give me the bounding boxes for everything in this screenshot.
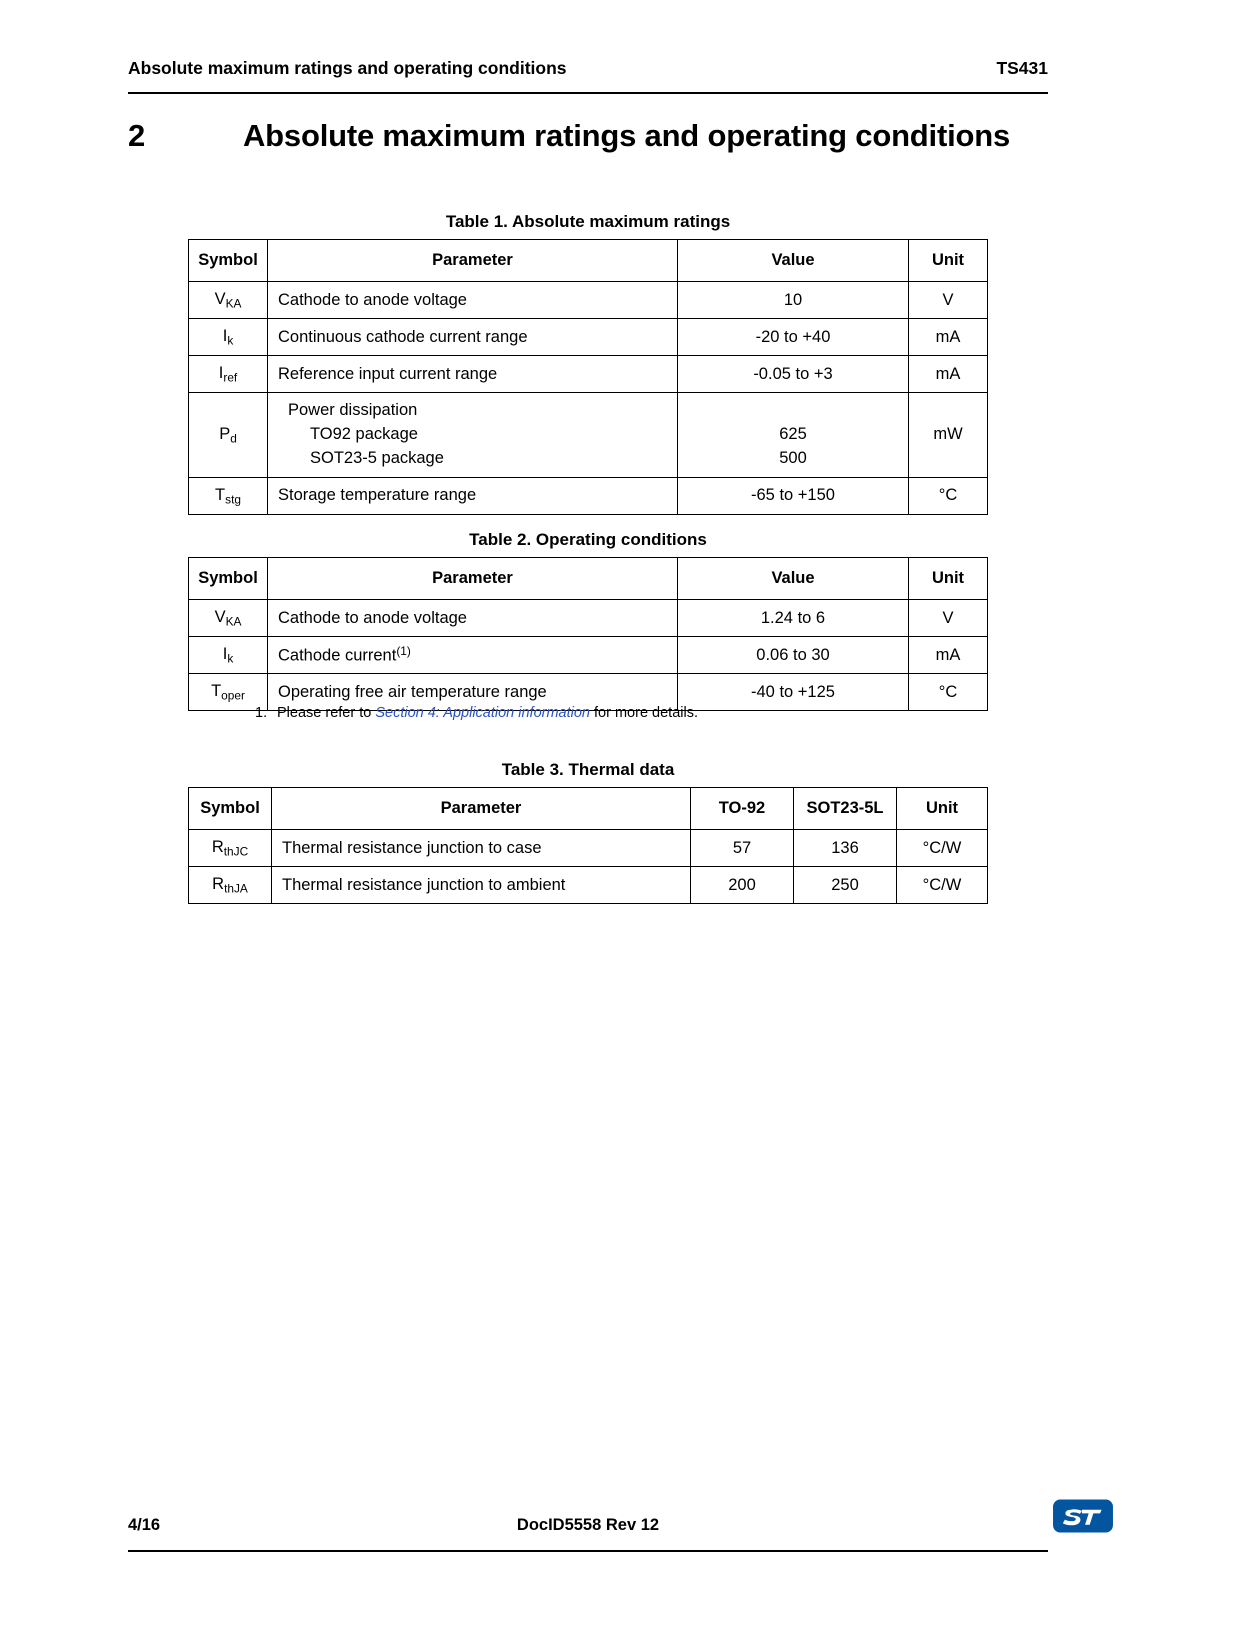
cell-unit: °C/W	[897, 867, 988, 904]
cell-unit: mA	[909, 319, 988, 356]
parameter-title: Power dissipation	[288, 401, 418, 420]
parameter-multiline	[278, 393, 677, 477]
cell-unit: V	[909, 600, 988, 637]
cell-value: -40 to +125	[678, 674, 909, 711]
table-1-block	[128, 212, 1048, 515]
cell-symbol	[189, 319, 268, 356]
parameter-subline: SOT23-5 package	[310, 448, 444, 467]
cell-unit: mA	[909, 356, 988, 393]
cell-to92: 200	[691, 867, 794, 904]
symbol-subscript: KA	[225, 614, 242, 629]
symbol-base: T	[211, 681, 222, 700]
symbol-base: R	[212, 874, 225, 893]
symbol-base: V	[214, 289, 226, 308]
symbol-subscript: stg	[225, 492, 241, 506]
chapter-number: 2	[128, 118, 146, 153]
cell-symbol	[189, 637, 268, 674]
cell-parameter: Thermal resistance junction to case	[272, 830, 691, 867]
page-title	[128, 118, 1048, 154]
cell-value: -20 to +40	[678, 319, 909, 356]
symbol-subscript: KA	[225, 296, 242, 311]
value-multiline	[678, 393, 908, 477]
cell-symbol	[189, 477, 268, 514]
footnote-number: 1.	[255, 705, 268, 721]
table-row	[189, 600, 988, 637]
table-row	[189, 319, 988, 356]
table-row	[189, 393, 988, 478]
symbol-subscript: k	[227, 651, 234, 666]
column-header-parameter: Parameter	[268, 558, 678, 600]
cell-parameter: Cathode to anode voltage	[268, 600, 678, 637]
symbol-base: P	[219, 424, 231, 443]
table-row	[189, 282, 988, 319]
cell-value	[678, 393, 909, 478]
chapter-title: Absolute maximum ratings and operating conditions	[243, 118, 1011, 153]
cell-symbol	[189, 356, 268, 393]
symbol-subscript: thJA	[224, 881, 248, 896]
cell-symbol	[189, 830, 272, 867]
symbol-subscript: k	[227, 333, 234, 348]
column-header-symbol: Symbol	[189, 240, 268, 282]
symbol-subscript: oper	[221, 688, 245, 703]
cell-value: 0.06 to 30	[678, 637, 909, 674]
cell-symbol	[189, 393, 268, 478]
page-header	[128, 58, 1048, 79]
footer-divider	[128, 1550, 1048, 1552]
cell-parameter	[268, 393, 678, 478]
cell-unit: °C	[909, 477, 988, 514]
cell-parameter: Thermal resistance junction to ambient	[272, 867, 691, 904]
table-row	[189, 356, 988, 393]
column-header-sot235l: SOT23-5L	[794, 788, 897, 830]
column-header-value: Value	[678, 558, 909, 600]
column-header-unit: Unit	[909, 240, 988, 282]
table-2-block	[128, 530, 1048, 711]
cell-unit: mW	[909, 393, 988, 478]
column-header-symbol: Symbol	[189, 558, 268, 600]
table-operating-conditions	[188, 557, 988, 711]
column-header-to92: TO-92	[691, 788, 794, 830]
symbol-subscript: ref	[223, 370, 238, 385]
footnote-1	[255, 705, 1055, 721]
cell-parameter: Storage temperature range	[268, 477, 678, 514]
cell-unit: V	[909, 282, 988, 319]
table-3-block	[128, 760, 1048, 904]
column-header-parameter: Parameter	[272, 788, 691, 830]
cell-unit: °C	[909, 674, 988, 711]
cell-symbol	[189, 282, 268, 319]
table-header-row	[189, 240, 988, 282]
cell-sot235l: 136	[794, 830, 897, 867]
column-header-value: Value	[678, 240, 909, 282]
header-part-number: TS431	[996, 58, 1048, 78]
cell-value: 1.24 to 6	[678, 600, 909, 637]
value-line: 500	[779, 448, 807, 467]
cell-value: 10	[678, 282, 909, 319]
cell-to92: 57	[691, 830, 794, 867]
symbol-base: V	[214, 607, 226, 626]
table-row	[189, 637, 988, 674]
parameter-subline: TO92 package	[310, 424, 418, 443]
column-header-parameter: Parameter	[268, 240, 678, 282]
cell-parameter: Operating free air temperature range	[268, 674, 678, 711]
cell-symbol	[189, 600, 268, 637]
footnote-reference[interactable]: (1)	[396, 644, 411, 659]
cell-value: -0.05 to +3	[678, 356, 909, 393]
cell-symbol	[189, 867, 272, 904]
footnote-text-before: Please refer to	[277, 705, 376, 721]
table-header-row	[189, 788, 988, 830]
cell-unit: °C/W	[897, 830, 988, 867]
table-row	[189, 477, 988, 514]
cell-parameter	[268, 637, 678, 674]
table-row	[189, 830, 988, 867]
cell-parameter: Continuous cathode current range	[268, 319, 678, 356]
cell-parameter: Reference input current range	[268, 356, 678, 393]
symbol-subscript: thJC	[223, 844, 249, 859]
parameter-text: Cathode current	[278, 646, 397, 665]
application-information-link[interactable]: Section 4: Application information	[375, 705, 590, 721]
symbol-base: T	[215, 485, 226, 504]
table-thermal-data	[188, 787, 988, 904]
column-header-unit: Unit	[897, 788, 988, 830]
cell-unit: mA	[909, 637, 988, 674]
footer-docid: DocID5558 Rev 12	[516, 1516, 660, 1534]
table-1-caption: Table 1. Absolute maximum ratings	[445, 212, 731, 231]
symbol-base: R	[211, 837, 224, 856]
cell-parameter: Cathode to anode voltage	[268, 282, 678, 319]
table-2-caption: Table 2. Operating conditions	[469, 530, 707, 549]
symbol-base: I	[222, 644, 228, 663]
table-header-row	[189, 558, 988, 600]
value-line: 625	[779, 425, 807, 443]
symbol-base: I	[222, 326, 228, 345]
table-3-caption: Table 3. Thermal data	[501, 760, 675, 779]
table-row	[189, 867, 988, 904]
cell-value: -65 to +150	[678, 477, 909, 514]
value-spacer	[678, 399, 908, 423]
column-header-symbol: Symbol	[189, 788, 272, 830]
column-header-unit: Unit	[909, 558, 988, 600]
footer-page-number: 4/16	[128, 1516, 161, 1534]
header-section-title: Absolute maximum ratings and operating conditions	[128, 58, 567, 78]
cell-sot235l: 250	[794, 867, 897, 904]
symbol-base: I	[218, 363, 224, 382]
symbol-subscript: d	[230, 431, 237, 446]
table-absolute-maximum-ratings	[188, 239, 988, 515]
st-logo	[1052, 1496, 1114, 1536]
footnote-text-after: for more details.	[590, 705, 698, 721]
header-divider	[128, 92, 1048, 94]
